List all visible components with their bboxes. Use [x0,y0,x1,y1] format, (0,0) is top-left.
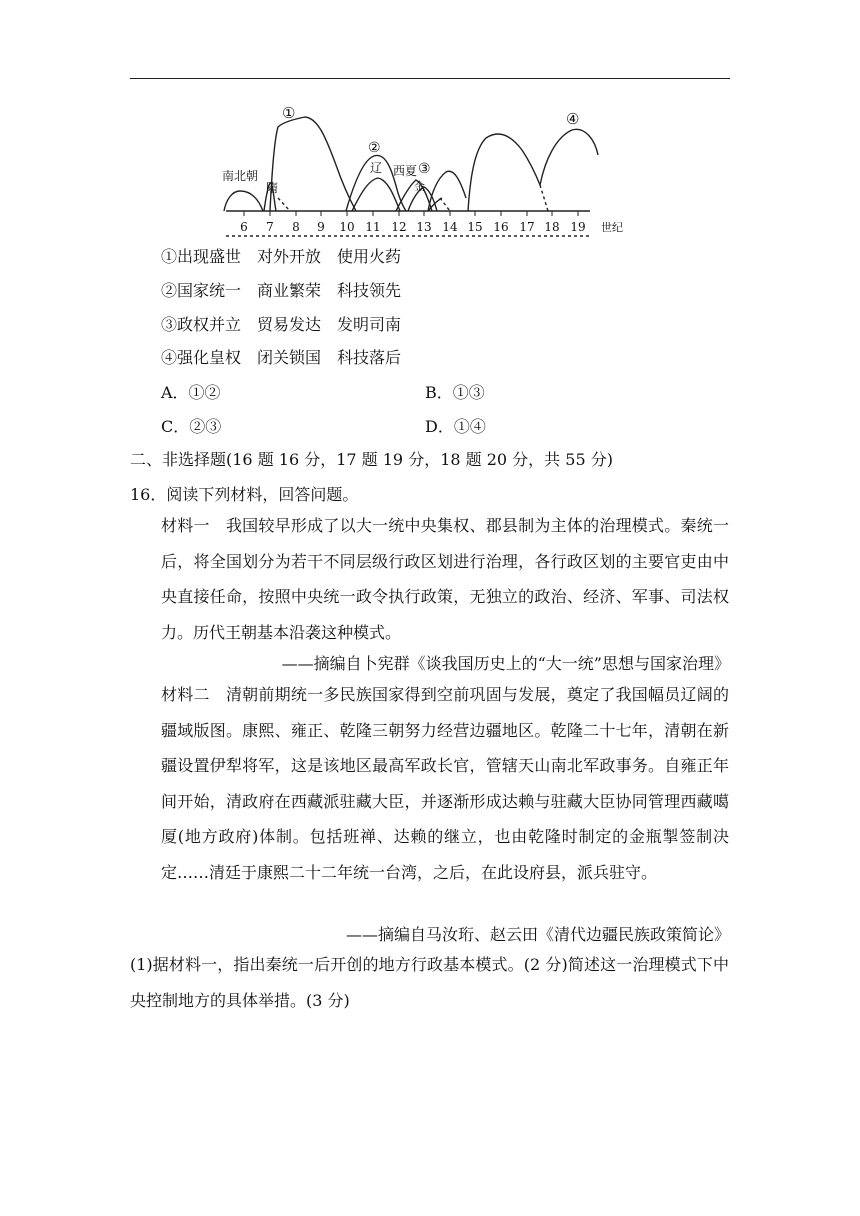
label-circle-2: ② [368,140,381,156]
label-liao: 辽 [370,161,383,175]
tick-label: 11 [365,220,381,234]
tick-label: 12 [391,220,407,234]
answer-c: C．②③ [161,417,222,436]
curve-tang [270,117,356,211]
material-1-source: ——摘编自卜宪群《谈我国历史上的“大一统”思想与国家治理》 [281,654,730,673]
curve-yuan-dash [440,198,450,211]
material-2: 材料二 清朝前期统一多民族国家得到空前巩固与发展，奠定了我国幅员辽阔的疆域版图。康熙、雍正、乾隆三朝努力经营边疆地区。乾隆二十七年，清朝在新疆设置伊犁将军，这是该地区最高军政长官，管辖天山南北军政事务。自雍正年间开始，清政府在西藏派驻藏大臣，并逐渐形成达赖与驻藏大臣协同管理西藏噶厦(地方政府)体制。包括班禅、达赖的继立，也由乾隆时制定的金瓶掣签制决定……清廷于康熙二十二年统一台湾，之后，在此设府县，派兵驻守。 [161,685,729,882]
curve-qing [540,129,598,185]
tick-label: 6 [240,220,248,234]
label-nanbeichao: 南北朝 [222,169,259,183]
tick-label: 15 [467,220,483,234]
curve-ming [468,134,540,211]
tick-label: 9 [317,220,325,234]
axis-ticks [244,211,578,216]
curve-nanbeichao [224,191,263,211]
tick-label: 13 [416,220,432,234]
answer-a: A．①② [161,383,221,402]
tick-label: 8 [292,220,300,234]
curve-sui-dash [278,198,290,211]
option-1: ①出现盛世 对外开放 使用火药 [161,247,402,266]
option-3: ③政权并立 贸易发达 发明司南 [161,315,402,334]
dynasty-curve-diagram [215,100,645,240]
tick-label: 19 [570,220,586,234]
tick-label: 18 [544,220,560,234]
label-circle-3: ③ [418,161,431,177]
question-16-stem: 16．阅读下列材料，回答问题。 [130,485,359,504]
option-4: ④强化皇权 闭关锁国 科技落后 [161,348,402,367]
answer-d: D．①④ [425,417,486,436]
curve-ming-dash [540,185,548,211]
label-jin: 金 [414,180,425,193]
sub-question-1: (1)据材料一，指出秦统一后开创的地方行政基本模式。(2 分)简述这一治理模式下中央控制地方的具体举措。(3 分) [130,955,729,1010]
tick-label: 17 [519,220,535,234]
axis-unit-label: 世纪 [601,221,623,234]
curve-liao [352,178,400,211]
tick-label: 16 [493,220,509,234]
material-2-source: ——摘编自马汝珩、赵云田《清代边疆民族政策简论》 [345,925,730,944]
label-circle-1: ① [282,104,296,122]
label-sui: 隋 [266,181,279,195]
answer-b: B．①③ [425,383,485,402]
tick-label: 14 [442,220,458,234]
material-1: 材料一 我国较早形成了以大一统中央集权、郡县制为主体的治理模式。秦统一后，将全国划分为若干不同层级行政区划进行治理，各行政区划的主要官吏由中央直接任命，按照中央统一政令执行政策，无独立的政治、经济、军事、司法权力。历代王朝基本沿袭这种模式。 [161,516,729,642]
label-xixia: 西夏 [393,164,418,178]
section-heading: 二、非选择题(16 题 16 分，17 题 19 分，18 题 20 分，共 55 分) [130,450,613,469]
tick-label: 10 [339,220,355,234]
tick-label: 7 [266,220,274,234]
top-rule [130,78,730,79]
label-circle-4: ④ [566,110,580,128]
option-2: ②国家统一 商业繁荣 科技领先 [161,281,402,300]
